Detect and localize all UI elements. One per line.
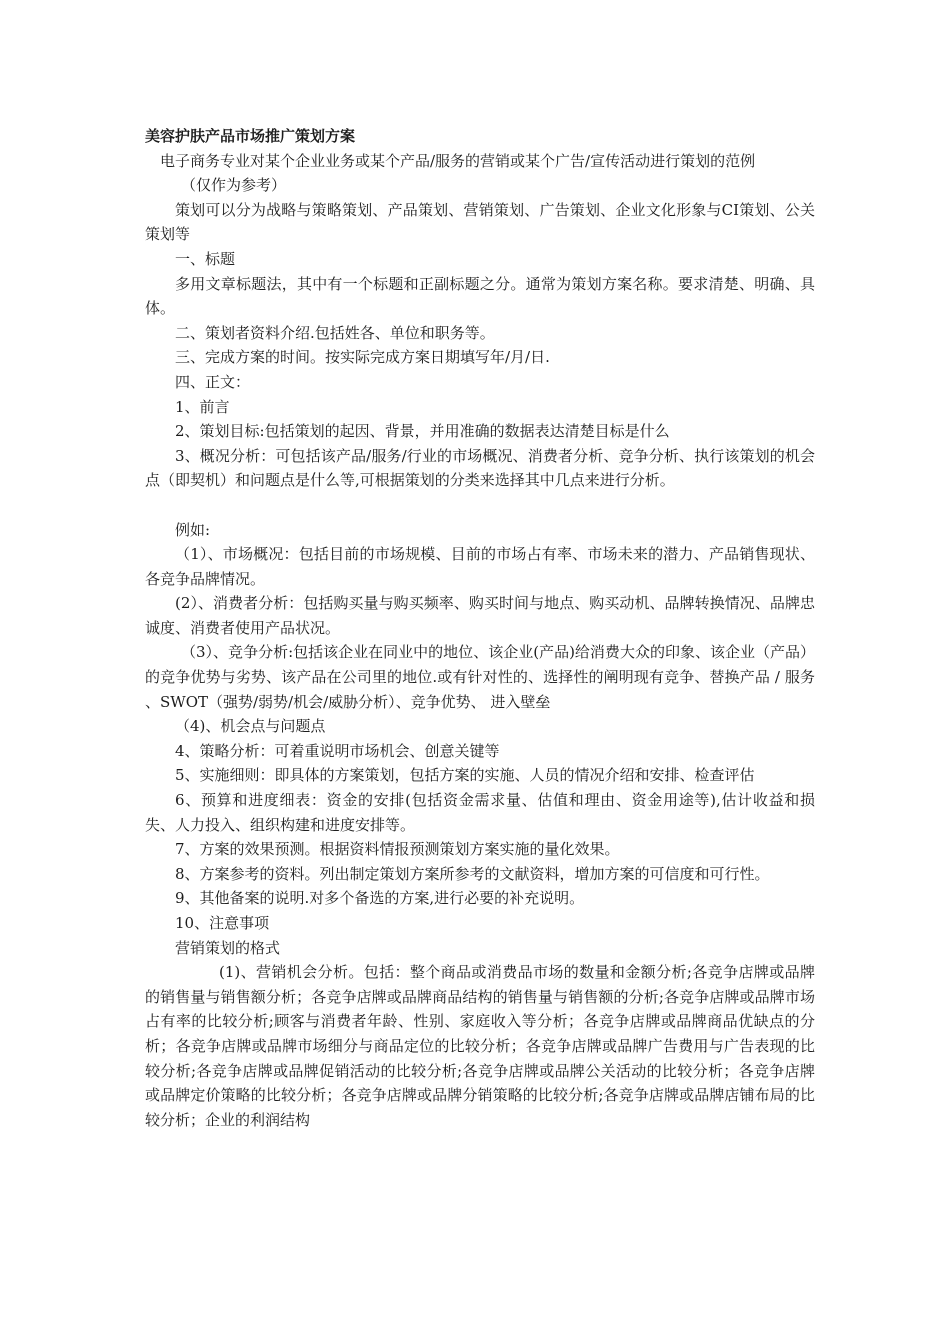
section-heading-completion-time: 三、完成方案的时间。按实际完成方案日期填写年/月/日. (175, 348, 550, 367)
list-item-budget: 6、预算和进度细表：资金的安排(包括资金需求量、估值和理由、资金用途等),估计收益和损失、人力投入、组织构建和进度安排等。 (145, 791, 815, 834)
section-heading-marketing-format: 营销策划的格式 (175, 938, 281, 957)
document-body (145, 124, 815, 1132)
list-item-overview-analysis: 3、概况分析：可包括该产品/服务/行业的市场概况、消费者分析、竞争分析、执行该策划的机会点（即契机）和问题点是什么等,可根据策划的分类来选择其中几点来进行分析。 (145, 446, 815, 490)
paragraph-example-label: 例如: (175, 520, 211, 539)
paragraph-title-method: 多用文章标题法，其中有一个标题和正副标题之分。通常为策划方案名称。要求清楚、明确、具体。 (145, 274, 815, 318)
list-item-alternatives: 9、其他备案的说明.对多个备选的方案,进行必要的补充说明。 (175, 889, 585, 908)
paragraph-intro: 电子商务专业对某个企业业务或某个产品/服务的营销或某个广告/宣传活动进行策划的范例 (160, 151, 756, 170)
list-item-preface: 1、前言 (175, 397, 230, 416)
list-item-competition-analysis: （3）、竞争分析:包括该企业在同业中的地位、该企业(产品)给消费大众的印象、该企业（产品）的竞争优势与劣势、该产品在公司里的地位.或有针对性的、选择性的阐明现有竞争、替换产品 / 服务 、SWOT（强势/弱势/机会/威胁分析）、竞争优势、 进入壁垒 (145, 643, 815, 711)
paragraph-planning-types: 策划可以分为战略与策略策划、产品策划、营销策划、广告策划、企业文化形象与CI策划、公关策划等 (145, 200, 815, 244)
list-item-implementation: 5、实施细则：即具体的方案策划，包括方案的实施、人员的情况介绍和安排、检查评估 (175, 766, 755, 785)
list-item-consumer-analysis: (2）、消费者分析：包括购买量与购买频率、购买时间与地点、购买动机、品牌转换情况、品牌忠诚度、消费者使用产品状况。 (145, 594, 815, 637)
document-title: 美容护肤产品市场推广策划方案 (145, 127, 356, 145)
blank-line (145, 493, 815, 518)
list-item-forecast: 7、方案的效果预测。根据资料情报预测策划方案实施的量化效果。 (175, 840, 620, 859)
list-item-references: 8、方案参考的资料。列出制定策划方案所参考的文献资料，增加方案的可信度和可行性。 (175, 864, 770, 883)
paragraph-reference-note: （仅作为参考） (181, 176, 287, 195)
paragraph-marketing-opportunity: (1)、营销机会分析。包括：整个商品或消费品市场的数量和金额分析;各竞争店牌或品牌的销售量与销售额分析；各竞争店牌或品牌商品结构的销售量与销售额的分析;各竞争店牌或品牌市场占有率的比较分析;顾客与消费者年龄、性别、家庭收入等分析；各竞争店牌或品牌商品优缺点的分析；各竞争店牌或品牌市场细分与商品定位的比较分析；各竞争店牌或品牌广告费用与广告表现的比较分析;各竞争店牌或品牌促销活动的比较分析;各竞争店牌或品牌公关活动的比较分析；各竞争店牌或品牌定价策略的比较分析；各竞争店牌或品牌分销策略的比较分析;各竞争店牌或品牌店铺布局的比较分析；企业的利润结构 (145, 963, 815, 1129)
list-item-notes: 10、注意事项 (175, 914, 270, 932)
list-item-market-overview: （1）、市场概况：包括目前的市场规模、目前的市场占有率、市场未来的潜力、产品销售现状、各竞争品牌情况。 (145, 545, 815, 588)
section-heading-body: 四、正文： (175, 372, 251, 391)
section-heading-title: 一、标题 (175, 249, 236, 268)
section-heading-planner-info: 二、策划者资料介绍.包括姓各、单位和职务等。 (175, 323, 495, 342)
list-item-opportunities: （4)、机会点与问题点 (175, 717, 326, 736)
list-item-goal: 2、策划目标:包括策划的起因、背景，并用准确的数据表达清楚目标是什么 (175, 422, 670, 441)
list-item-strategy: 4、策略分析：可着重说明市场机会、创意关键等 (175, 741, 500, 760)
